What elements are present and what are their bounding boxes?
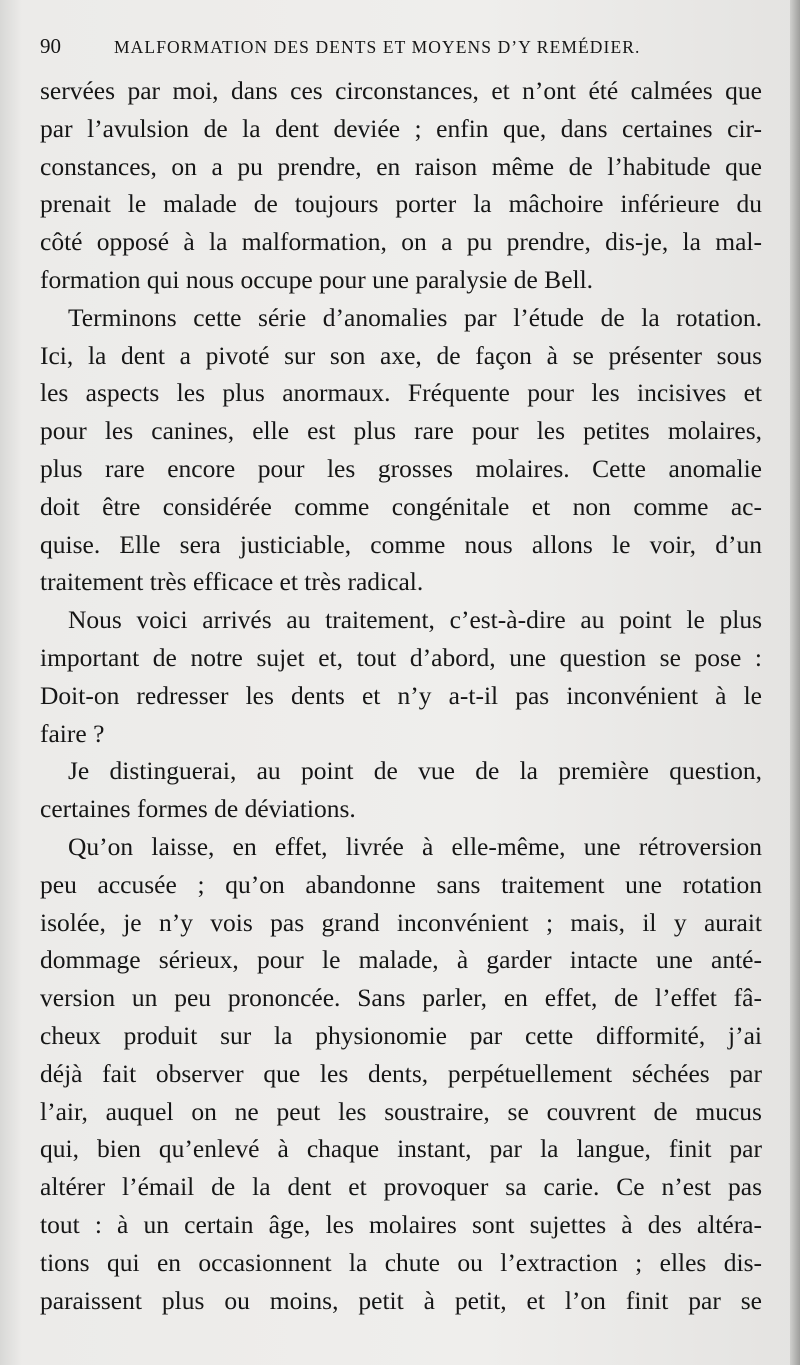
page-number: 90: [40, 34, 61, 58]
text-line: faire ?: [40, 718, 105, 748]
text-line: déjà fait observer que les dents, perpétuellement séchées par: [40, 1058, 762, 1088]
text-line: quise. Elle sera justiciable, comme nous allons le voir, d’un: [40, 529, 762, 559]
running-title: MALFORMATION DES DENTS ET MOYENS D’Y REMÉDIER.: [114, 37, 641, 57]
text-line: version un peu prononcée. Sans parler, en effet, de l’effet fâ-: [40, 983, 762, 1013]
text-line: côté opposé à la malformation, on a pu prendre, dis-je, la mal-: [40, 227, 762, 257]
text-line: Ici, la dent a pivoté sur son axe, de façon à se présenter sous: [40, 340, 762, 370]
text-line: pour les canines, elle est plus rare pour les petites molaires,: [40, 416, 762, 446]
text-line: doit être considérée comme congénitale et non comme ac-: [40, 491, 762, 521]
running-header: [40, 34, 760, 64]
paragraph-first-line: Terminons cette série d’anomalies par l’étude de la rotation.: [68, 302, 762, 332]
text-line: prenait le malade de toujours porter la mâchoire inférieure du: [40, 189, 762, 219]
text-line: tions qui en occasionnent la chute ou l’extraction ; elles dis-: [40, 1247, 762, 1277]
text-line: qui, bien qu’enlevé à chaque instant, par la langue, finit par: [40, 1134, 762, 1164]
text-line: altérer l’émail de la dent et provoquer sa carie. Ce n’est pas: [40, 1172, 762, 1202]
text-line: certaines formes de déviations.: [40, 794, 356, 824]
text-line: traitement très efficace et très radical.: [40, 567, 424, 597]
text-line: cheux produit sur la physionomie par cette difformité, j’ai: [40, 1020, 762, 1050]
text-line: servées par moi, dans ces circonstances, et n’ont été calmées que: [40, 76, 762, 105]
text-line: paraissent plus ou moins, petit à petit, et l’on finit par se: [40, 1285, 762, 1315]
text-line: par l’avulsion de la dent deviée ; enfin que, dans certaines cir-: [40, 113, 762, 143]
paragraph-first-line: Nous voici arrivés au traitement, c’est-à-dire au point le plus: [68, 605, 762, 635]
body-text: [40, 72, 762, 1319]
text-line: Doit-on redresser les dents et n’y a-t-il pas inconvénient à le: [40, 680, 762, 710]
text-line: important de notre sujet et, tout d’abord, une question se pose :: [40, 642, 762, 672]
text-line: tout : à un certain âge, les molaires sont sujettes à des altéra-: [40, 1209, 762, 1239]
text-line: l’air, auquel on ne peut les soustraire, se couvrent de mucus: [40, 1096, 762, 1126]
text-line: isolée, je n’y vois pas grand inconvénient ; mais, il y aurait: [40, 907, 762, 937]
paragraph-first-line: Je distinguerai, au point de vue de la première question,: [68, 756, 762, 786]
page-edge-shadow: [790, 0, 800, 1365]
text-line: formation qui nous occupe pour une paralysie de Bell.: [40, 264, 594, 294]
text-line: peu accusée ; qu’on abandonne sans traitement une rotation: [40, 869, 762, 899]
paragraph-first-line: Qu’on laisse, en effet, livrée à elle-même, une rétroversion: [68, 831, 762, 861]
text-line: dommage sérieux, pour le malade, à garder intacte une anté-: [40, 945, 762, 975]
text-line: constances, on a pu prendre, en raison même de l’habitude que: [40, 151, 762, 181]
text-line: plus rare encore pour les grosses molaires. Cette anomalie: [40, 453, 762, 483]
text-line: les aspects les plus anormaux. Fréquente pour les incisives et: [40, 378, 762, 408]
